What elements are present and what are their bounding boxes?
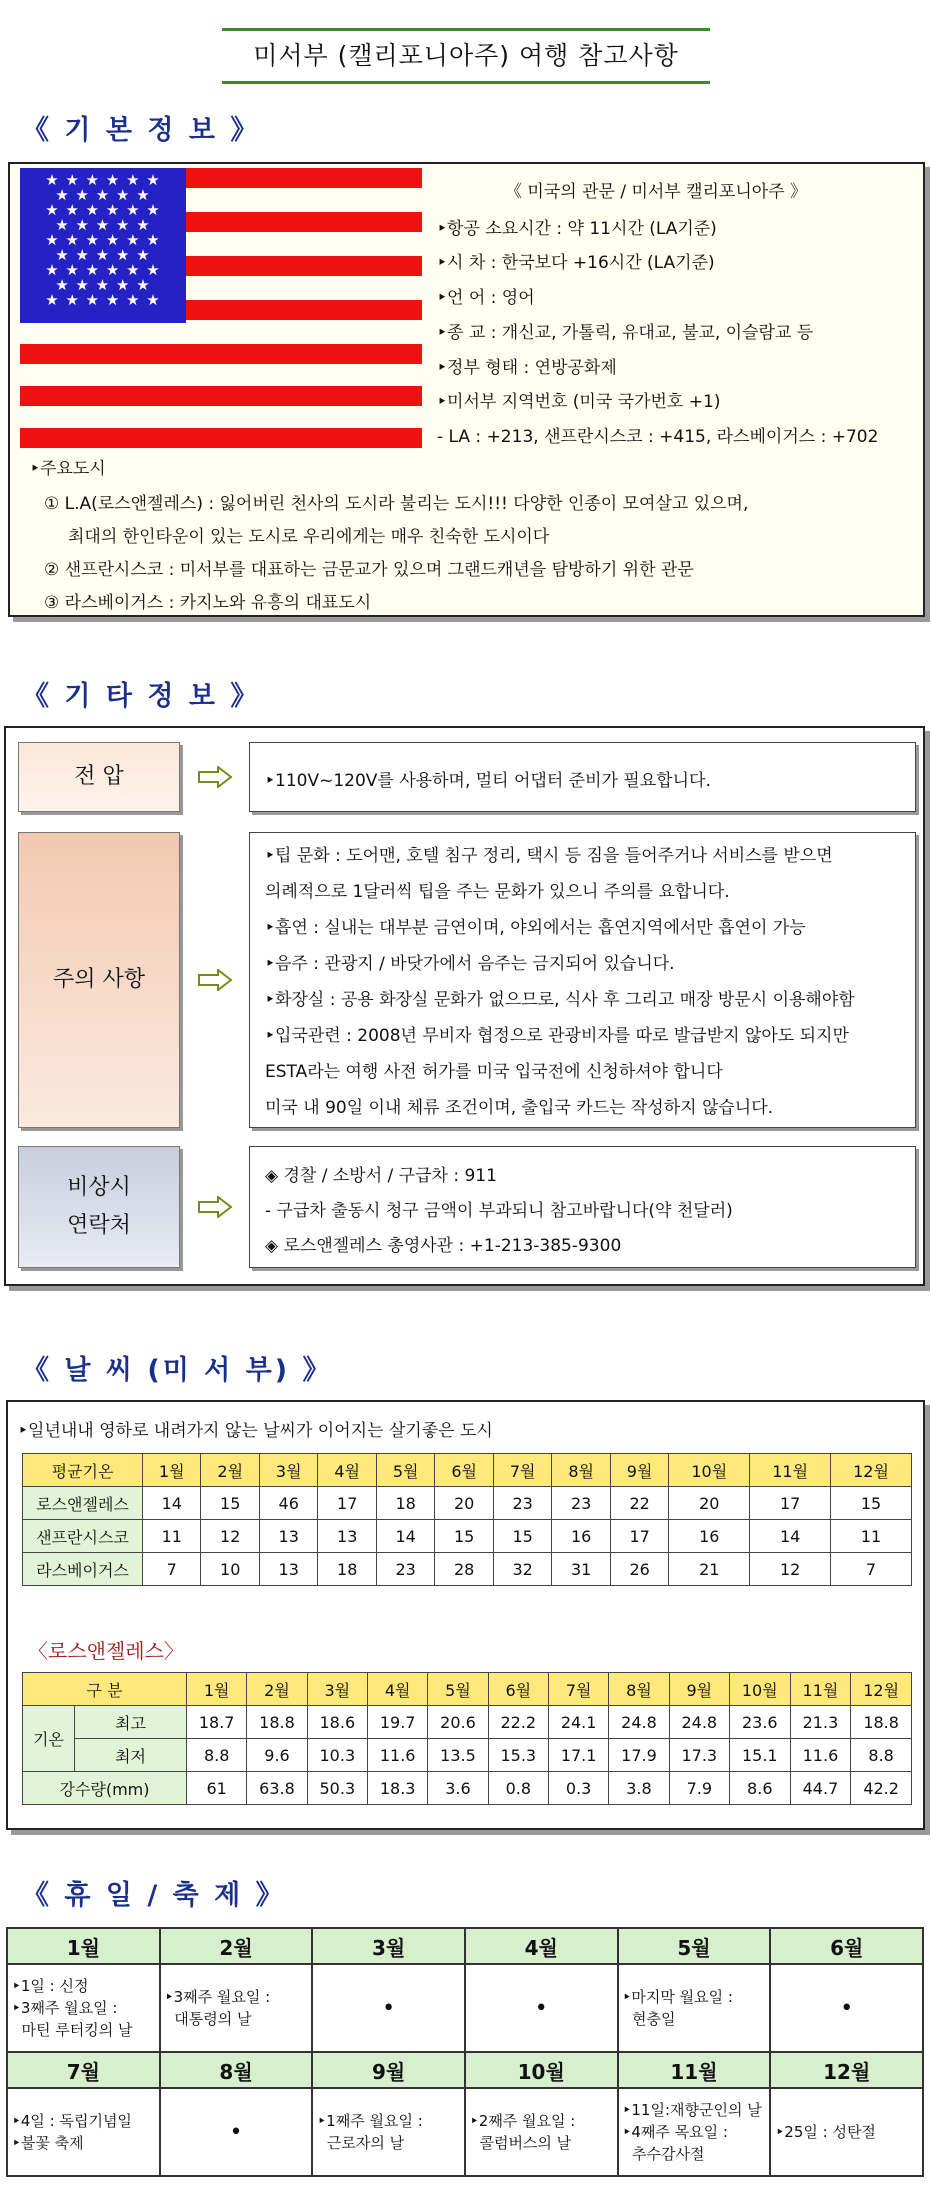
holiday-month-header: 3월 <box>312 1928 465 1964</box>
high-cell: 24.8 <box>669 1706 729 1739</box>
voltage-content <box>249 742 916 812</box>
temp-cell: 15 <box>493 1520 551 1553</box>
info-line: - LA : +213, 샌프란시스코 : +415, 라스베이거스 : +702 <box>437 427 879 447</box>
holiday-line: 현충일 <box>622 2010 676 2028</box>
month-header: 2월 <box>247 1673 307 1706</box>
high-cell: 24.8 <box>609 1706 669 1739</box>
la-low-row <box>23 1739 912 1772</box>
holiday-cell <box>312 2088 465 2176</box>
holiday-month-row <box>7 2052 923 2088</box>
emergency-label-line: 연락처 <box>67 1213 131 1238</box>
temp-cell: 13 <box>318 1520 376 1553</box>
month-header: 6월 <box>435 1454 493 1487</box>
rain-cell: 61 <box>187 1772 247 1805</box>
high-cell: 19.7 <box>367 1706 427 1739</box>
month-header: 8월 <box>609 1673 669 1706</box>
high-cell: 18.8 <box>851 1706 912 1739</box>
temp-cell: 16 <box>552 1520 610 1553</box>
temp-cell: 21 <box>669 1553 750 1586</box>
caution-line: ‣팁 문화 : 도어맨, 호텔 침구 정리, 택시 등 짐을 들어주거나 서비스를 받으면 <box>265 846 833 866</box>
temp-cell: 13 <box>259 1553 317 1586</box>
temp-cell: 15 <box>201 1487 259 1520</box>
month-header: 12월 <box>851 1673 912 1706</box>
caution-label: 주의 사항 <box>18 832 180 1128</box>
city-cell: 라스베이거스 <box>23 1553 143 1586</box>
holiday-line: ‣25일 : 성탄절 <box>775 2123 876 2141</box>
month-header: 7월 <box>493 1454 551 1487</box>
holiday-month-header: 11월 <box>618 2052 771 2088</box>
month-header: 10월 <box>669 1454 750 1487</box>
holiday-month-header: 1월 <box>7 1928 160 1964</box>
la-high-row <box>23 1706 912 1739</box>
temp-cell: 23 <box>376 1553 434 1586</box>
temp-cell: 26 <box>610 1553 668 1586</box>
city-line: ① L.A(로스앤젤레스) : 잃어버린 천사의 도시라 불리는 도시!!! 다양한 인종이 모여살고 있으며, <box>44 494 749 514</box>
temp-cell: 23 <box>493 1487 551 1520</box>
us-flag-image: ★ ★ ★ ★ ★ ★ ★ ★ ★ ★ ★ ★ ★ ★ ★ ★ ★ ★ ★ ★ ★ ★ ★ ★ ★ ★ ★ ★ ★ ★ ★ ★ ★ ★ ★ ★ ★ ★ ★ ★ ★ ★ ★ ★ ★ ★ ★ ★ ★ ★ <box>20 168 422 450</box>
month-header: 3월 <box>307 1673 367 1706</box>
temp-cell: 31 <box>552 1553 610 1586</box>
arrow-right-icon <box>198 1196 232 1218</box>
holiday-month-header: 10월 <box>465 2052 618 2088</box>
emergency-label-line: 비상시 <box>67 1175 131 1200</box>
holiday-cell <box>7 1964 160 2052</box>
section-heading-basic: 《 기 본 정 보 》 <box>22 115 261 146</box>
temp-cell: 32 <box>493 1553 551 1586</box>
document-title: 미서부 (캘리포니아주) 여행 참고사항 <box>222 28 710 84</box>
high-cell: 21.3 <box>790 1706 851 1739</box>
temp-cell: 11 <box>143 1520 201 1553</box>
info-line: ‣종 교 : 개신교, 가톨릭, 유대교, 불교, 이슬람교 등 <box>437 323 814 343</box>
rain-cell: 44.7 <box>790 1772 851 1805</box>
cities-label: ‣주요도시 <box>30 459 106 479</box>
month-header: 4월 <box>318 1454 376 1487</box>
month-header: 8월 <box>552 1454 610 1487</box>
bullet-dot: • <box>534 1995 548 2021</box>
city-cell: 로스앤젤레스 <box>23 1487 143 1520</box>
holiday-cell <box>770 2088 923 2176</box>
emergency-line: ◈ 경찰 / 소방서 / 구급차 : 911 <box>265 1166 497 1186</box>
voltage-label: 전 압 <box>18 742 180 812</box>
temp-cell: 12 <box>201 1520 259 1553</box>
temp-cell: 14 <box>143 1487 201 1520</box>
temp-cell: 18 <box>318 1553 376 1586</box>
info-line: ‣언 어 : 영어 <box>437 288 535 308</box>
temp-group-label: 기온 <box>23 1706 75 1772</box>
caution-line: ‣음주 : 관광지 / 바닷가에서 음주는 금지되어 있습니다. <box>265 954 675 974</box>
holiday-line: ‣3째주 월요일 : <box>164 1988 271 2006</box>
caution-line: 의례적으로 1달러씩 팁을 주는 문화가 있으니 주의를 요합니다. <box>265 882 730 902</box>
temp-cell: 20 <box>669 1487 750 1520</box>
low-cell: 8.8 <box>187 1739 247 1772</box>
holiday-month-header: 12월 <box>770 2052 923 2088</box>
low-cell: 8.8 <box>851 1739 912 1772</box>
caution-line: ‣흡연 : 실내는 대부분 금연이며, 야외에서는 흡연지역에서만 흡연이 가능 <box>265 918 806 938</box>
month-header: 11월 <box>750 1454 831 1487</box>
holiday-line: ‣4일 : 독립기념일 <box>12 2112 132 2130</box>
temp-cell: 22 <box>610 1487 668 1520</box>
holiday-line: ‣마지막 월요일 : <box>622 1988 733 2006</box>
la-subtitle: 〈로스앤젤레스〉 <box>28 1639 184 1663</box>
caution-content <box>249 832 916 1128</box>
month-header: 11월 <box>790 1673 851 1706</box>
holiday-line: ‣2째주 월요일 : <box>469 2112 576 2130</box>
city-line: ② 샌프란시스코 : 미서부를 대표하는 금문교가 있으며 그랜드캐년을 탐방하기 위한 관문 <box>44 560 694 580</box>
month-header: 7월 <box>548 1673 608 1706</box>
holiday-line: 콜럼버스의 날 <box>469 2134 572 2152</box>
section-heading-weather: 《 날 씨 (미 서 부) 》 <box>22 1355 333 1386</box>
city-cell: 샌프란시스코 <box>23 1520 143 1553</box>
rain-cell: 50.3 <box>307 1772 367 1805</box>
high-cell: 18.7 <box>187 1706 247 1739</box>
avg-header-row <box>23 1454 912 1487</box>
holiday-month-header: 9월 <box>312 2052 465 2088</box>
temp-cell: 14 <box>376 1520 434 1553</box>
low-cell: 13.5 <box>428 1739 488 1772</box>
holiday-cell <box>618 2088 771 2176</box>
bullet-dot: • <box>229 2119 243 2145</box>
low-cell: 9.6 <box>247 1739 307 1772</box>
high-cell: 22.2 <box>488 1706 548 1739</box>
caution-line: ‣화장실 : 공용 화장실 문화가 없으므로, 식사 후 그리고 매장 방문시 이용해야함 <box>265 990 855 1010</box>
high-cell: 23.6 <box>729 1706 790 1739</box>
la-weather-table <box>22 1672 912 1805</box>
rain-cell: 18.3 <box>367 1772 427 1805</box>
holiday-line: ‣3째주 월요일 : <box>12 1999 118 2017</box>
holiday-line: 추수감사절 <box>622 2145 705 2163</box>
rain-cell: 3.8 <box>609 1772 669 1805</box>
month-header: 2월 <box>201 1454 259 1487</box>
month-header: 5월 <box>376 1454 434 1487</box>
bullet-dot: • <box>840 1995 854 2021</box>
la-rain-row <box>23 1772 912 1805</box>
rain-cell: 42.2 <box>851 1772 912 1805</box>
holiday-month-header: 8월 <box>160 2052 313 2088</box>
emergency-content <box>249 1146 916 1268</box>
holiday-month-row <box>7 1928 923 1964</box>
temp-cell: 7 <box>831 1553 912 1586</box>
basic-info-panel <box>8 162 925 617</box>
month-header: 3월 <box>259 1454 317 1487</box>
holiday-line: ‣1일 : 신정 <box>12 1977 89 1995</box>
holiday-content-row <box>7 1964 923 2052</box>
month-header: 9월 <box>610 1454 668 1487</box>
arrow-right-icon <box>198 969 232 991</box>
month-header: 10월 <box>729 1673 790 1706</box>
temp-cell: 17 <box>318 1487 376 1520</box>
voltage-line: ‣110V~120V를 사용하며, 멀티 어댑터 준비가 필요합니다. <box>265 771 711 791</box>
holiday-cell <box>160 2088 313 2176</box>
info-title: 《 미국의 관문 / 미서부 캘리포니아주 》 <box>505 182 808 202</box>
section-heading-other: 《 기 타 정 보 》 <box>22 681 261 712</box>
temp-cell: 17 <box>750 1487 831 1520</box>
caution-line: 미국 내 90일 이내 체류 조건이며, 출입국 카드는 작성하지 않습니다. <box>265 1098 774 1118</box>
temp-cell: 23 <box>552 1487 610 1520</box>
avg-row <box>23 1553 912 1586</box>
holiday-line: ‣불꽃 축제 <box>12 2134 84 2152</box>
temp-cell: 28 <box>435 1553 493 1586</box>
low-cell: 10.3 <box>307 1739 367 1772</box>
low-cell: 17.1 <box>548 1739 608 1772</box>
avg-row <box>23 1520 912 1553</box>
month-header: 4월 <box>367 1673 427 1706</box>
holiday-cell <box>618 1964 771 2052</box>
la-header-label: 구 분 <box>23 1673 187 1706</box>
low-cell: 17.3 <box>669 1739 729 1772</box>
other-info-panel <box>4 726 925 1286</box>
caution-line: ‣입국관련 : 2008년 무비자 협정으로 관광비자를 따로 발급받지 않아도 되지만 <box>265 1026 849 1046</box>
info-line: ‣정부 형태 : 연방공화제 <box>437 358 617 378</box>
temp-cell: 46 <box>259 1487 317 1520</box>
avg-row <box>23 1487 912 1520</box>
emergency-line: ◈ 로스앤젤레스 총영사관 : +1-213-385-9300 <box>265 1236 622 1256</box>
high-cell: 20.6 <box>428 1706 488 1739</box>
rain-cell: 8.6 <box>729 1772 790 1805</box>
arrow-right-icon <box>198 766 232 788</box>
holiday-line: 대통령의 날 <box>164 2010 252 2028</box>
high-cell: 24.1 <box>548 1706 608 1739</box>
info-line: ‣미서부 지역번호 (미국 국가번호 +1) <box>437 392 721 412</box>
holiday-table <box>6 1927 924 2177</box>
temp-cell: 14 <box>750 1520 831 1553</box>
weather-intro: ‣일년내내 영하로 내려가지 않는 날씨가 이어지는 살기좋은 도시 <box>18 1421 493 1441</box>
emergency-label <box>18 1146 180 1268</box>
low-cell: 11.6 <box>790 1739 851 1772</box>
holiday-cell <box>7 2088 160 2176</box>
temp-cell: 12 <box>750 1553 831 1586</box>
temp-cell: 20 <box>435 1487 493 1520</box>
rain-label: 강수량(mm) <box>23 1772 187 1805</box>
temp-cell: 7 <box>143 1553 201 1586</box>
holiday-cell <box>160 1964 313 2052</box>
rain-cell: 3.6 <box>428 1772 488 1805</box>
rain-cell: 63.8 <box>247 1772 307 1805</box>
temp-cell: 18 <box>376 1487 434 1520</box>
holiday-line: 근로자의 날 <box>317 2134 405 2152</box>
high-label: 최고 <box>75 1706 187 1739</box>
low-cell: 11.6 <box>367 1739 427 1772</box>
low-label: 최저 <box>75 1739 187 1772</box>
emergency-line: - 구급차 출동시 청구 금액이 부과되니 참고바랍니다(약 천달러) <box>265 1201 733 1221</box>
low-cell: 15.1 <box>729 1739 790 1772</box>
avg-header-label: 평균기온 <box>23 1454 143 1487</box>
temp-cell: 16 <box>669 1520 750 1553</box>
temp-cell: 10 <box>201 1553 259 1586</box>
temp-cell: 13 <box>259 1520 317 1553</box>
info-line: ‣항공 소요시간 : 약 11시간 (LA기준) <box>437 219 717 239</box>
la-header-row <box>23 1673 912 1706</box>
low-cell: 17.9 <box>609 1739 669 1772</box>
caution-line: ESTA라는 여행 사전 허가를 미국 입국전에 신청하셔야 합니다 <box>265 1062 723 1082</box>
holiday-cell <box>770 1964 923 2052</box>
avg-temperature-table <box>22 1453 912 1586</box>
holiday-line: ‣4째주 목요일 : <box>622 2123 728 2141</box>
weather-panel <box>6 1400 925 1830</box>
holiday-cell <box>312 1964 465 2052</box>
low-cell: 15.3 <box>488 1739 548 1772</box>
holiday-content-row <box>7 2088 923 2176</box>
rain-cell: 0.3 <box>548 1772 608 1805</box>
month-header: 5월 <box>428 1673 488 1706</box>
holiday-month-header: 4월 <box>465 1928 618 1964</box>
city-line: 최대의 한인타운이 있는 도시로 우리에게는 매우 친숙한 도시이다 <box>68 527 550 547</box>
section-heading-holidays: 《 휴 일 / 축 제 》 <box>22 1880 286 1911</box>
month-header: 1월 <box>187 1673 247 1706</box>
month-header: 1월 <box>143 1454 201 1487</box>
month-header: 6월 <box>488 1673 548 1706</box>
month-header: 12월 <box>831 1454 912 1487</box>
holiday-month-header: 5월 <box>618 1928 771 1964</box>
holiday-line: ‣11일:재향군인의 날 <box>622 2101 762 2119</box>
info-line: ‣시 차 : 한국보다 +16시간 (LA기준) <box>437 253 715 273</box>
rain-cell: 7.9 <box>669 1772 729 1805</box>
city-line: ③ 라스베이거스 : 카지노와 유흥의 대표도시 <box>44 593 372 613</box>
holiday-line: 마틴 루터킹의 날 <box>12 2021 133 2039</box>
month-header: 9월 <box>669 1673 729 1706</box>
holiday-cell <box>465 2088 618 2176</box>
holiday-line: ‣1째주 월요일 : <box>317 2112 423 2130</box>
bullet-dot: • <box>382 1995 396 2021</box>
temp-cell: 17 <box>610 1520 668 1553</box>
temp-cell: 15 <box>435 1520 493 1553</box>
high-cell: 18.6 <box>307 1706 367 1739</box>
holiday-cell <box>465 1964 618 2052</box>
temp-cell: 15 <box>831 1487 912 1520</box>
rain-cell: 0.8 <box>488 1772 548 1805</box>
holiday-month-header: 2월 <box>160 1928 313 1964</box>
temp-cell: 11 <box>831 1520 912 1553</box>
holiday-month-header: 7월 <box>7 2052 160 2088</box>
holiday-month-header: 6월 <box>770 1928 923 1964</box>
high-cell: 18.8 <box>247 1706 307 1739</box>
